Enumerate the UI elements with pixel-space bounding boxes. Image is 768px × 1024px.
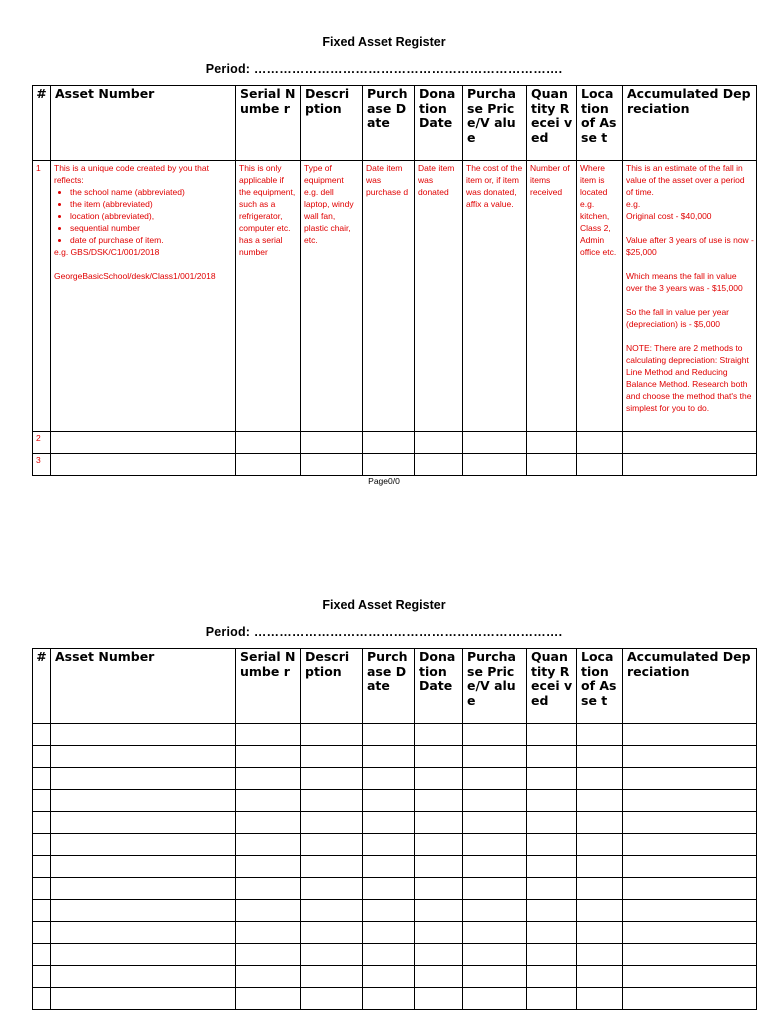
table-row xyxy=(33,922,757,944)
table-row xyxy=(33,790,757,812)
description-instructions: Type of equipment e.g. dell laptop, windy wall fan, plastic chair, etc. xyxy=(301,161,363,432)
table-cell[interactable] xyxy=(623,834,757,856)
page-title: Fixed Asset Register xyxy=(322,598,446,612)
table-cell[interactable] xyxy=(463,944,527,966)
list-item: • sequential number xyxy=(70,222,233,234)
table-cell[interactable] xyxy=(363,922,415,944)
table-cell[interactable] xyxy=(623,724,757,746)
asset-number-instructions xyxy=(51,161,236,432)
table-cell[interactable] xyxy=(415,856,463,878)
table-cell[interactable] xyxy=(415,432,463,454)
table-cell[interactable] xyxy=(577,966,623,988)
table-cell[interactable] xyxy=(51,812,236,834)
table-cell[interactable] xyxy=(301,724,363,746)
page-title: Fixed Asset Register xyxy=(322,35,446,49)
table-cell[interactable] xyxy=(33,856,51,878)
table-cell[interactable] xyxy=(527,944,577,966)
table-cell[interactable] xyxy=(236,746,301,768)
depreciation-value-after: Value after 3 years of use is now - $25,000 xyxy=(626,235,754,257)
table-cell[interactable] xyxy=(301,966,363,988)
table-cell[interactable] xyxy=(363,878,415,900)
table-row xyxy=(33,900,757,922)
asset-number-example: e.g. GBS/DSK/C1/001/2018 xyxy=(54,247,160,257)
table-row xyxy=(33,834,757,856)
table-cell[interactable] xyxy=(415,988,463,1010)
table-cell[interactable] xyxy=(301,812,363,834)
table-cell[interactable] xyxy=(577,768,623,790)
table-cell[interactable] xyxy=(301,878,363,900)
table-cell[interactable] xyxy=(236,878,301,900)
quantity-instructions: Number of items received xyxy=(527,161,577,432)
table-cell[interactable] xyxy=(301,746,363,768)
table-cell[interactable] xyxy=(527,768,577,790)
table-cell[interactable] xyxy=(236,454,301,476)
table-cell[interactable] xyxy=(236,944,301,966)
table-cell[interactable] xyxy=(463,746,527,768)
table-cell[interactable] xyxy=(527,856,577,878)
table-cell[interactable] xyxy=(577,922,623,944)
table-cell[interactable] xyxy=(415,790,463,812)
table-cell[interactable] xyxy=(463,988,527,1010)
table-cell[interactable] xyxy=(301,988,363,1010)
table-cell[interactable] xyxy=(577,746,623,768)
table-cell[interactable] xyxy=(236,724,301,746)
table-cell[interactable] xyxy=(236,432,301,454)
table-cell[interactable] xyxy=(527,922,577,944)
table-cell[interactable] xyxy=(577,812,623,834)
table-cell[interactable] xyxy=(415,812,463,834)
table-cell[interactable] xyxy=(33,944,51,966)
table-cell[interactable] xyxy=(577,856,623,878)
table-cell[interactable] xyxy=(236,856,301,878)
header-donation-date: Dona tion Date xyxy=(415,86,463,161)
table-cell[interactable] xyxy=(363,856,415,878)
table-row xyxy=(33,746,757,768)
table-cell[interactable] xyxy=(33,922,51,944)
table-cell[interactable] xyxy=(236,900,301,922)
header-asset-number: Asset Number xyxy=(51,649,236,724)
table-cell[interactable] xyxy=(363,432,415,454)
table-cell[interactable] xyxy=(33,966,51,988)
table-cell[interactable] xyxy=(527,724,577,746)
asset-number-bullet-list xyxy=(54,186,233,246)
table-cell[interactable] xyxy=(301,432,363,454)
table-cell[interactable] xyxy=(301,790,363,812)
asset-number-intro: This is a unique code created by you that reflects: xyxy=(54,163,209,185)
table-cell[interactable] xyxy=(301,900,363,922)
table-cell[interactable] xyxy=(363,768,415,790)
table-cell[interactable] xyxy=(51,834,236,856)
table-cell[interactable] xyxy=(33,790,51,812)
table-cell[interactable] xyxy=(51,900,236,922)
table-cell[interactable] xyxy=(623,812,757,834)
list-item: • location (abbreviated), xyxy=(70,210,233,222)
table-row xyxy=(33,161,757,432)
asset-number-example-long: GeorgeBasicSchool/desk/Class1/001/2018 xyxy=(54,271,216,281)
table-cell[interactable] xyxy=(577,454,623,476)
period-line: Period: ………………………………………………………………. xyxy=(205,625,563,639)
table-cell[interactable] xyxy=(363,724,415,746)
table-cell[interactable] xyxy=(527,812,577,834)
depreciation-total-fall: Which means the fall in value over the 3 years was - $15,000 xyxy=(626,271,743,293)
table-cell[interactable] xyxy=(33,812,51,834)
table-cell[interactable] xyxy=(527,432,577,454)
table-cell[interactable] xyxy=(527,878,577,900)
header-donation-date: Dona tion Date xyxy=(415,649,463,724)
table-cell[interactable] xyxy=(301,834,363,856)
table-cell[interactable] xyxy=(623,878,757,900)
header-purchase-price: Purcha se Price/V alue xyxy=(463,649,527,724)
table-cell[interactable] xyxy=(527,900,577,922)
table-cell[interactable] xyxy=(301,922,363,944)
asset-register-table xyxy=(32,648,757,1010)
table-cell[interactable] xyxy=(577,944,623,966)
depreciation-instructions xyxy=(623,161,757,432)
table-cell[interactable] xyxy=(463,812,527,834)
price-instructions: The cost of the item or, if item was donated, affix a value. xyxy=(463,161,527,432)
list-item: • the item (abbreviated) xyxy=(70,198,233,210)
location-instructions: Where item is located e.g. kitchen, Class 2, Admin office etc. xyxy=(577,161,623,432)
table-row xyxy=(33,432,757,454)
table-cell[interactable] xyxy=(51,432,236,454)
blank-rows xyxy=(33,724,757,1010)
row-number: 3 xyxy=(33,454,51,476)
table-cell[interactable] xyxy=(51,724,236,746)
header-description: Descri ption xyxy=(301,86,363,161)
header-row xyxy=(33,86,757,161)
table-cell[interactable] xyxy=(51,988,236,1010)
header-purchase-date: Purch ase Date xyxy=(363,86,415,161)
table-cell[interactable] xyxy=(236,834,301,856)
table-cell[interactable] xyxy=(527,454,577,476)
table-cell[interactable] xyxy=(623,746,757,768)
table-cell[interactable] xyxy=(463,834,527,856)
table-cell[interactable] xyxy=(463,454,527,476)
table-cell[interactable] xyxy=(33,768,51,790)
table-cell[interactable] xyxy=(363,746,415,768)
table-cell[interactable] xyxy=(623,988,757,1010)
table-cell[interactable] xyxy=(577,900,623,922)
table-cell[interactable] xyxy=(623,768,757,790)
depreciation-eg: e.g. xyxy=(626,199,641,209)
table-cell[interactable] xyxy=(33,988,51,1010)
table-cell[interactable] xyxy=(623,944,757,966)
header-serial-number: Serial Numbe r xyxy=(236,86,301,161)
table-cell[interactable] xyxy=(463,900,527,922)
table-cell[interactable] xyxy=(415,944,463,966)
table-cell[interactable] xyxy=(33,746,51,768)
table-cell[interactable] xyxy=(236,790,301,812)
depreciation-original-cost: Original cost - $40,000 xyxy=(626,211,712,221)
table-cell[interactable] xyxy=(33,878,51,900)
table-cell[interactable] xyxy=(415,900,463,922)
table-cell[interactable] xyxy=(527,790,577,812)
table-cell[interactable] xyxy=(363,944,415,966)
table-cell[interactable] xyxy=(51,746,236,768)
table-cell[interactable] xyxy=(363,966,415,988)
table-cell[interactable] xyxy=(623,790,757,812)
table-row xyxy=(33,966,757,988)
table-cell[interactable] xyxy=(415,878,463,900)
header-location: Loca tion of Asse t xyxy=(577,86,623,161)
donation-date-instructions: Date item was donated xyxy=(415,161,463,432)
table-cell[interactable] xyxy=(415,724,463,746)
table-cell[interactable] xyxy=(301,454,363,476)
depreciation-note: NOTE: There are 2 methods to calculating depreciation: Straight Line Method and Reducing Balance Method. Research both and choose the method that's the simplest for you to do. xyxy=(626,343,752,413)
table-cell[interactable] xyxy=(577,790,623,812)
period-line: Period: ………………………………………………………………. xyxy=(205,62,563,76)
table-cell[interactable] xyxy=(363,988,415,1010)
header-number: # xyxy=(33,649,51,724)
table-cell[interactable] xyxy=(623,432,757,454)
header-purchase-price: Purcha se Price/V alue xyxy=(463,86,527,161)
table-row xyxy=(33,768,757,790)
table-cell[interactable] xyxy=(51,856,236,878)
table-cell[interactable] xyxy=(623,900,757,922)
table-cell[interactable] xyxy=(363,790,415,812)
page-footer: Page0/0 xyxy=(368,476,400,486)
table-cell[interactable] xyxy=(301,856,363,878)
table-cell[interactable] xyxy=(301,944,363,966)
serial-number-instructions: This is only applicable if the equipment, such as a refrigerator, computer etc. has a serial number xyxy=(236,161,301,432)
table-cell[interactable] xyxy=(527,966,577,988)
table-cell[interactable] xyxy=(577,988,623,1010)
table-row xyxy=(33,944,757,966)
purchase-date-instructions: Date item was purchase d xyxy=(363,161,415,432)
table-cell[interactable] xyxy=(463,856,527,878)
table-cell[interactable] xyxy=(51,454,236,476)
table-cell[interactable] xyxy=(415,746,463,768)
table-cell[interactable] xyxy=(577,878,623,900)
row-number: 2 xyxy=(33,432,51,454)
table-cell[interactable] xyxy=(236,922,301,944)
table-cell[interactable] xyxy=(623,856,757,878)
table-cell[interactable] xyxy=(51,790,236,812)
header-serial-number: Serial Numbe r xyxy=(236,649,301,724)
header-row xyxy=(33,649,757,724)
table-cell[interactable] xyxy=(527,746,577,768)
table-row xyxy=(33,812,757,834)
table-cell[interactable] xyxy=(363,900,415,922)
table-cell[interactable] xyxy=(415,922,463,944)
table-cell[interactable] xyxy=(236,988,301,1010)
table-cell[interactable] xyxy=(577,834,623,856)
table-cell[interactable] xyxy=(463,724,527,746)
table-cell[interactable] xyxy=(623,966,757,988)
header-accumulated-depreciation: Accumulated Depreciation xyxy=(623,86,757,161)
table-cell[interactable] xyxy=(51,922,236,944)
table-cell[interactable] xyxy=(51,768,236,790)
row-number: 1 xyxy=(33,161,51,432)
table-cell[interactable] xyxy=(301,768,363,790)
table-row xyxy=(33,878,757,900)
table-row xyxy=(33,724,757,746)
header-location: Loca tion of Asse t xyxy=(577,649,623,724)
table-cell[interactable] xyxy=(363,834,415,856)
table-row xyxy=(33,988,757,1010)
depreciation-per-year: So the fall in value per year (depreciation) is - $5,000 xyxy=(626,307,730,329)
table-cell[interactable] xyxy=(577,432,623,454)
table-cell[interactable] xyxy=(236,812,301,834)
table-cell[interactable] xyxy=(415,768,463,790)
header-purchase-date: Purch ase Date xyxy=(363,649,415,724)
table-cell[interactable] xyxy=(33,900,51,922)
table-cell[interactable] xyxy=(415,834,463,856)
table-cell[interactable] xyxy=(51,878,236,900)
table-cell[interactable] xyxy=(577,724,623,746)
table-cell[interactable] xyxy=(463,922,527,944)
table-cell[interactable] xyxy=(463,878,527,900)
table-cell[interactable] xyxy=(236,768,301,790)
depreciation-explanation: This is an estimate of the fall in value of the asset over a period of time. xyxy=(626,163,745,197)
table-cell[interactable] xyxy=(463,768,527,790)
header-quantity-received: Quan tity Recei ved xyxy=(527,86,577,161)
header-quantity-received: Quan tity Recei ved xyxy=(527,649,577,724)
table-cell[interactable] xyxy=(527,834,577,856)
header-accumulated-depreciation: Accumulated Depreciation xyxy=(623,649,757,724)
table-cell[interactable] xyxy=(463,966,527,988)
table-cell[interactable] xyxy=(463,790,527,812)
table-cell[interactable] xyxy=(415,454,463,476)
table-cell[interactable] xyxy=(51,966,236,988)
list-item: • the school name (abbreviated) xyxy=(70,186,233,198)
table-cell[interactable] xyxy=(33,834,51,856)
table-cell[interactable] xyxy=(236,966,301,988)
header-number: # xyxy=(33,86,51,161)
table-cell[interactable] xyxy=(363,454,415,476)
table-row xyxy=(33,454,757,476)
table-cell[interactable] xyxy=(623,922,757,944)
list-item: • date of purchase of item. xyxy=(70,234,233,246)
asset-register-table xyxy=(32,85,757,476)
table-cell[interactable] xyxy=(51,944,236,966)
table-cell[interactable] xyxy=(527,988,577,1010)
header-asset-number: Asset Number xyxy=(51,86,236,161)
header-description: Descri ption xyxy=(301,649,363,724)
table-cell[interactable] xyxy=(415,966,463,988)
table-cell[interactable] xyxy=(363,812,415,834)
table-cell[interactable] xyxy=(623,454,757,476)
table-cell[interactable] xyxy=(463,432,527,454)
table-row xyxy=(33,856,757,878)
table-cell[interactable] xyxy=(33,724,51,746)
